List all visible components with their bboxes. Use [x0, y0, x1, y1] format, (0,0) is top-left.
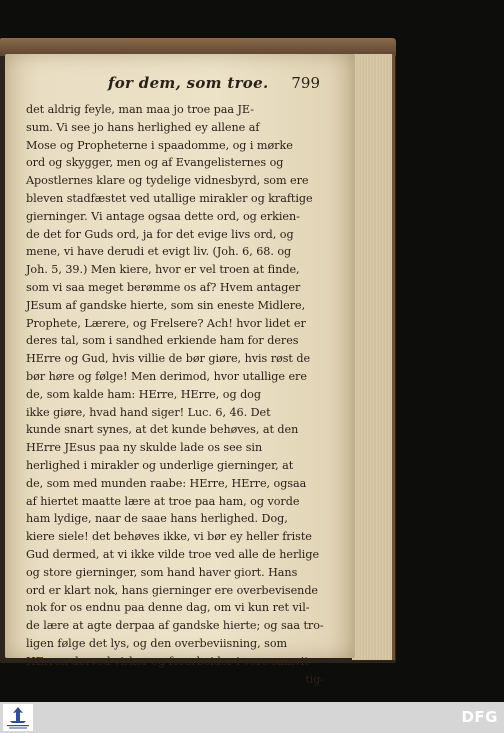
text-line: og store gierninger, som hand haver giort. Hans [26, 565, 298, 579]
text-line: JEsum af gandske hierte, som sin eneste Midlere, [26, 298, 306, 312]
page-edges [352, 54, 395, 660]
text-line: bør høre og følge! Men derimod, hvor utallige ere [26, 369, 307, 383]
text-line: Apostlernes klare og tydelige vidnesbyrd, som ere [26, 174, 309, 188]
dfg-logo: DFG [461, 708, 498, 726]
text-line: det aldrig feyle, man maa jo troe paa JE- [26, 103, 254, 116]
text-line: herlighed i mirakler og underlige gierninger, at [26, 458, 294, 472]
text-line: sum. Vi see jo hans herlighed ey allene af [26, 120, 260, 134]
text-line: gierninger. Vi antage ogsaa dette ord, og erkien- [26, 209, 300, 223]
text-line: HErre JEsus paa ny skulde lade os see sin [26, 441, 263, 455]
text-line: Gud dermed, at vi ikke vilde troe ved alle de herlige [26, 547, 320, 561]
text-line: af hiertet maatte lære at troe paa ham, og vorde [26, 494, 300, 508]
text-line: Prophete, Lærere, og Frelsere? Ach! hvor lidet er [26, 316, 306, 330]
text-line: kunde snart synes, at det kunde behøves, at den [26, 423, 299, 437]
text-line: deres tal, som i sandhed erkiende ham for deres [26, 334, 299, 348]
text-line: ord og skygger, men og af Evangelisternes og [26, 156, 284, 170]
text-line: bleven stadfæstet ved utallige mirakler og kraftige [26, 191, 313, 205]
running-head [30, 74, 320, 96]
text-line: Mose og Propheterne i spaadomme, og i mørke [26, 138, 293, 152]
text-line: HErre og Gud, hvis villie de bør giøre, hvis røst de [26, 352, 311, 366]
footer-bar [0, 702, 504, 733]
text-line: HErren derved virker og forarbeider i vore samvit- [26, 654, 313, 668]
text-line: de det for Guds ord, ja for det evige livs ord, og [26, 227, 294, 241]
text-line: ikke giøre, hvad hand siger! Luc. 6, 46. Det [26, 405, 271, 419]
text-line: ligen følge det lys, og den overbeviisning, som [26, 636, 288, 650]
page-number: 799 [291, 74, 320, 92]
text-line: mene, vi have derudi et evigt liv. (Joh. 6, 68. og [26, 245, 292, 259]
text-line: Joh. 5, 39.) Men kiere, hvor er vel troen at finde, [26, 263, 300, 277]
text-line: de, som kalde ham: HErre, HErre, og dog [26, 387, 261, 401]
body-text [26, 101, 324, 688]
text-line: ord er klart nok, hans gierninger ere overbevisende [26, 583, 318, 597]
text-line: kiere siele! det behøves ikke, vi bør ey heller friste [26, 530, 312, 544]
text-line: tig- [305, 672, 324, 686]
text-line: de lære at agte derpaa af gandske hierte; og saa tro- [26, 619, 324, 633]
text-line: de, som med munden raabe: HErre, HErre, ogsaa [26, 476, 307, 490]
text-line: ham lydige, naar de saae hans herlighed. Dog, [26, 512, 288, 526]
text-line: nok for os endnu paa denne dag, om vi kun ret vil- [26, 601, 310, 615]
library-logo-icon [3, 704, 33, 731]
header-title: for dem, som troe. [108, 74, 269, 92]
text-line: som vi saa meget berømme os af? Hvem antager [26, 280, 301, 294]
